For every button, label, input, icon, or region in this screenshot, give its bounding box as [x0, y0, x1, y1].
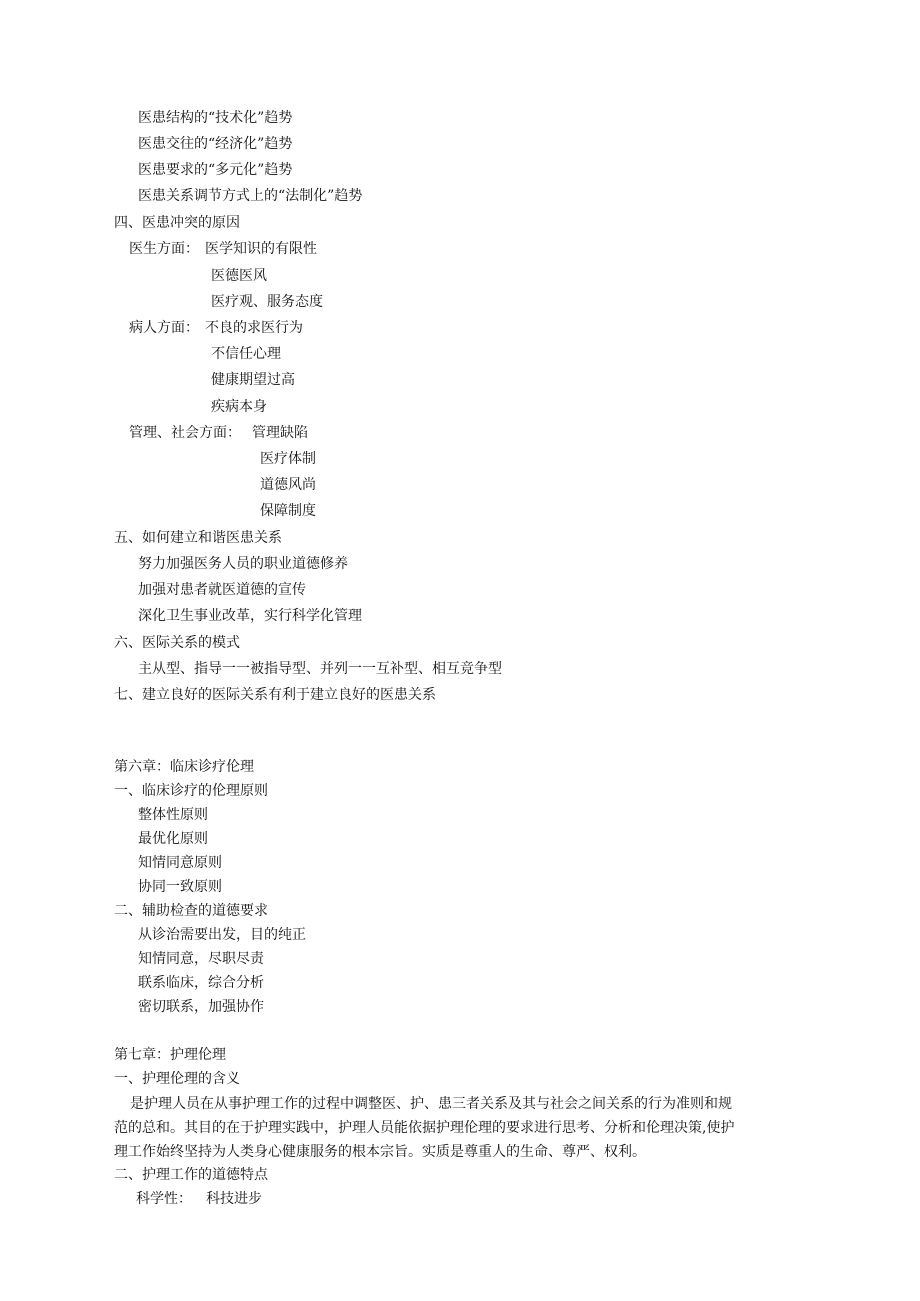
- definition-line: 理工作始终坚持为人类身心健康服务的根本宗旨。实质是尊重人的生命、尊严、权利。: [114, 1144, 646, 1160]
- section-heading: 五、如何建立和谐医患关系: [114, 530, 282, 546]
- list-item: 管理缺陷: [252, 425, 308, 441]
- list-item: 知情同意，尽职尽责: [138, 951, 264, 967]
- management-side-label: 管理、社会方面：: [129, 425, 241, 441]
- section-heading: 一、临床诊疗的伦理原则: [114, 783, 268, 799]
- section-heading: 二、护理工作的道德特点: [114, 1167, 268, 1183]
- chapter-title: 第六章：临床诊疗伦理: [114, 759, 254, 775]
- patient-side-label: 病人方面：: [129, 320, 199, 336]
- list-item: 深化卫生事业改革，实行科学化管理: [138, 608, 362, 624]
- section-heading: 二、辅助检查的道德要求: [114, 903, 268, 919]
- list-item: 整体性原则: [138, 807, 208, 823]
- list-item: 不良的求医行为: [205, 320, 303, 336]
- trend-economic: 医患交往的“经济化”趋势: [138, 136, 293, 152]
- list-item: 联系临床，综合分析: [138, 975, 264, 991]
- definition-line: 是护理人员在从事护理工作的过程中调整医、护、患三者关系及其与社会之间关系的行为准则和规: [130, 1096, 732, 1112]
- section-heading: 七、建立良好的医际关系有利于建立良好的医患关系: [114, 687, 436, 703]
- chapter-title: 第七章：护理伦理: [114, 1047, 226, 1063]
- list-item: 从诊治需要出发，目的纯正: [138, 927, 306, 943]
- section-heading: 六、医际关系的模式: [114, 635, 240, 651]
- feature-label: 科学性：: [136, 1191, 192, 1207]
- list-item: 知情同意原则: [138, 855, 222, 871]
- definition-line: 范的总和。其目的在于护理实践中，护理人员能依据护理伦理的要求进行思考、分析和伦理决策,使护: [114, 1120, 735, 1136]
- list-item: 密切联系，加强协作: [138, 999, 264, 1015]
- list-item: 医疗观、服务态度: [211, 294, 323, 310]
- list-item: 疾病本身: [211, 399, 267, 415]
- list-item: 努力加强医务人员的职业道德修养: [138, 556, 348, 572]
- list-item: 医学知识的有限性: [205, 241, 317, 257]
- list-item: 医德医风: [211, 268, 267, 284]
- trend-legal: 医患关系调节方式上的“法制化”趋势: [138, 188, 363, 204]
- trend-diversified: 医患要求的“多元化”趋势: [138, 162, 293, 178]
- list-item: 医疗体制: [260, 451, 316, 467]
- feature-value: 科技进步: [206, 1191, 262, 1207]
- list-item: 协同一致原则: [138, 879, 222, 895]
- section-heading: 四、医患冲突的原因: [114, 215, 240, 231]
- list-item: 健康期望过高: [211, 372, 295, 388]
- list-item: 主从型、指导一一被指导型、并列一一互补型、相互竞争型: [138, 661, 502, 677]
- list-item: 保障制度: [260, 503, 316, 519]
- list-item: 不信任心理: [211, 346, 281, 362]
- doctor-side-label: 医生方面：: [129, 241, 199, 257]
- list-item: 最优化原则: [138, 831, 208, 847]
- section-heading: 一、护理伦理的含义: [114, 1071, 240, 1087]
- list-item: 道德风尚: [260, 477, 316, 493]
- list-item: 加强对患者就医道德的宣传: [138, 582, 306, 598]
- trend-technical: 医患结构的“技术化”趋势: [138, 110, 293, 126]
